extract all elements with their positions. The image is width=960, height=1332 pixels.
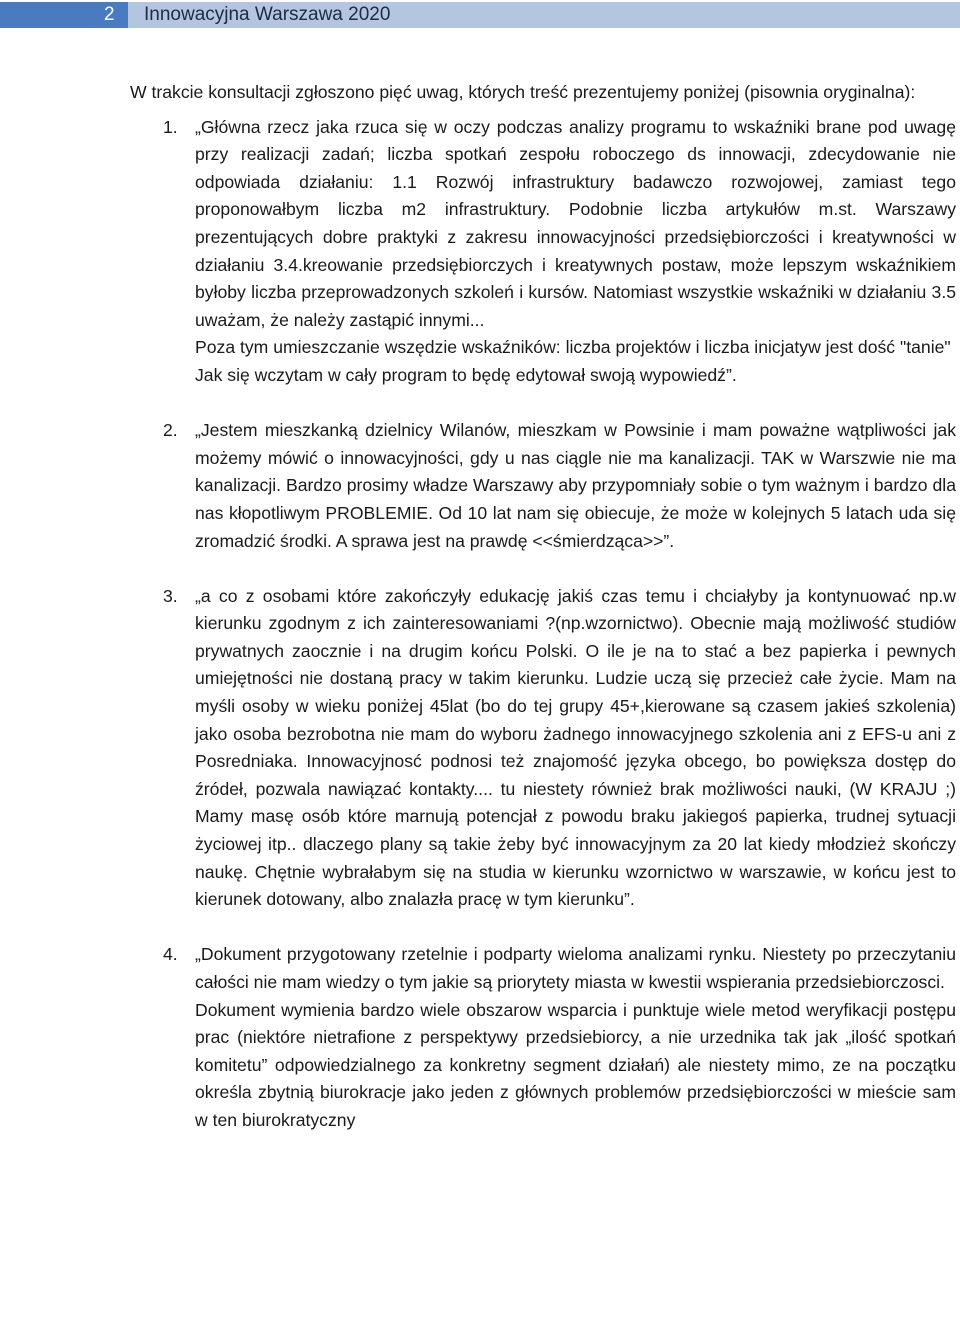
list-item-number: 3.	[163, 585, 178, 606]
list-item	[130, 417, 956, 555]
remarks-list	[130, 114, 956, 1135]
remark-paragraph: „a co z osobami które zakończyły edukację jakiś czas temu i chciałyby ja kontynuować np.w kierunku zgodnym z ich zainteresowaniami ?(np.wzornictwo). Obecnie mają możliwość studiów prywatnych zaocznie i na drugim końcu Polski. O ile je na to stać a bez papierka i pewnych umiejętności nie dostaną pracy w takim kierunku. Ludzie uczą się przecież całe życie. Mam na myśli osoby w wieku poniżej 45lat (bo do tej grupy 45+,kierowane są czasem jakieś szkolenia) jako osoba bezrobotna nie mam do wyboru żadnego innowacyjnego szkolenia ani z EFS-u ani z Posredniaka. Innowacyjnosć podnosi też znajomość języka obcego, bo powiększa dostęp do źródeł, pozwala nawiązać kontakty.... tu niestety również brak możliwości nauki, (W KRAJU ;) Mamy masę osób które marnują potencjał z powodu braku jakiegoś papierka, trudnej sytuacji życiowej itp.. dlaczego plany są takie żeby być innowacyjnym za 20 lat kiedy młodzież skończy naukę. Chętnie wybrałabym się na studia w kierunku wzornictwo w warszawie, w końcu jest to kierunek dotowany, albo znalazła pracę w tym kierunku”.	[195, 585, 956, 910]
list-item	[130, 941, 956, 1134]
list-item	[130, 114, 956, 390]
remark-paragraph: „Główna rzecz jaka rzuca się w oczy podczas analizy programu to wskaźniki brane pod uwagę przy realizacji zadań; liczba spotkań zespołu roboczego ds innowacji, zdecydowanie nie odpowiada działaniu: 1.1 Rozwój infrastruktury badawczo rozwojowej, zamiast tego proponowałbym liczba m2 infrastruktury. Podobnie liczba artykułów m.st. Warszawy prezentujących dobre praktyki z zakresu innowacyjności przedsiębiorczości i kreatywności w działaniu 3.4.kreowanie przedsiębiorczych i kreatywnych postaw, może lepszym wskaźnikiem byłoby liczba przeprowadzonych szkoleń i kursów. Natomiast wszystkie wskaźniki w działaniu 3.5 uważam, że należy zastąpić innymi...	[195, 116, 956, 330]
list-item-number: 2.	[163, 420, 178, 441]
document-body	[130, 79, 956, 1162]
remark-paragraph: „Dokument przygotowany rzetelnie i podparty wieloma analizami rynku. Niestety po przeczytaniu całości nie mam wiedzy o tym jakie są priorytety miasta w kwestii wspierania przedsiebiorczosci.	[195, 944, 956, 992]
remark-paragraph: Poza tym umieszczanie wszędzie wskaźników: liczba projektów i liczba inicjatyw jest dość "tanie"	[195, 337, 951, 358]
list-item	[130, 583, 956, 914]
document-title: Innowacyjna Warszawa 2020	[144, 4, 391, 25]
list-item-number: 4.	[163, 944, 178, 965]
page-number: 2	[0, 2, 128, 28]
remark-paragraph: Jak się wczytam w cały program to będę edytował swoją wypowiedź”.	[195, 364, 737, 385]
remark-paragraph: Dokument wymienia bardzo wiele obszarow wsparcia i punktuje wiele metod weryfikacji postępu prac (niektóre nietrafione z perspektywy przedsiebiorcy, a nie urzednika tak jak „ilość spotkań komitetu” odpowiedzialnego za konkretny segment działań) ale niestety mimo, ze na początku określa zbytnią biurokracje jako jeden z głównych problemów przedsiębiorczości w mieście sam w ten biurokratyczny	[195, 999, 956, 1130]
intro-paragraph: W trakcie konsultacji zgłoszono pięć uwag, których treść prezentujemy poniżej (pisownia oryginalna):	[130, 82, 916, 102]
remark-paragraph: „Jestem mieszkanką dzielnicy Wilanów, mieszkam w Powsinie i mam poważne wątpliwości jak możemy mówić o innowacyjności, gdy u nas ciągle nie ma kanalizacji. TAK w Warszwie nie ma kanalizacji. Bardzo prosimy władze Warszawy aby przypomniały sobie o tym ważnym i bardzo dla nas kłopotliwym PROBLEMIE. Od 10 lat nam się obiecuje, że może w kolejnych 5 latach uda się zromadzić środki. A sprawa jest na prawdę <<śmierdząca>>”.	[195, 420, 956, 551]
list-item-number: 1.	[163, 116, 178, 137]
